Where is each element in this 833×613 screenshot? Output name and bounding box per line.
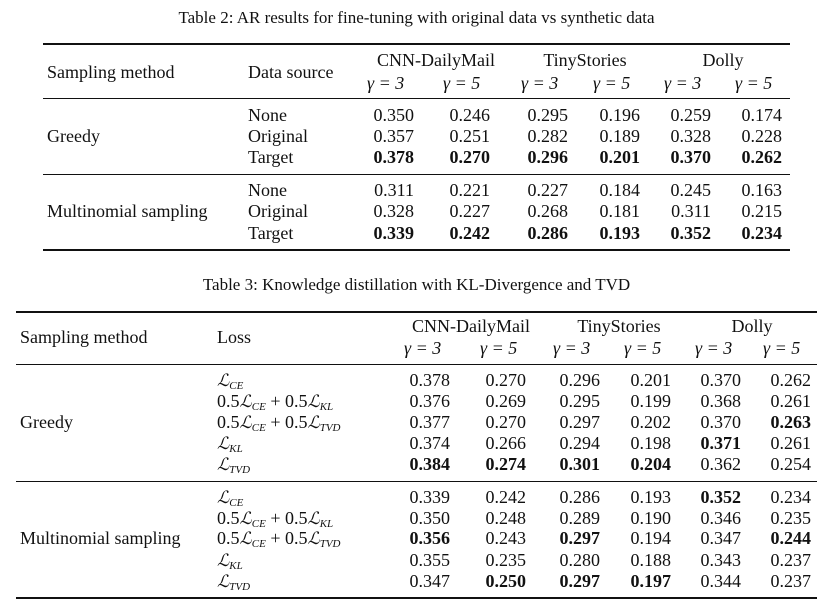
table2-header-data-source: Data source xyxy=(248,62,334,82)
loss-symbol: ℒ xyxy=(239,529,252,549)
table3-header-gamma5-dolly: γ = 5 xyxy=(763,338,801,358)
table3-group-multinomial: Multinomial sampling xyxy=(20,528,181,548)
table2-header-gamma5-dolly: γ = 5 xyxy=(735,73,773,93)
loss-coef: 0.5 xyxy=(284,528,308,548)
table2-cell: 0.215 xyxy=(741,201,782,221)
table2-header-gamma3-tiny: γ = 3 xyxy=(521,73,559,93)
table2-header-cnn-dailymail: CNN-DailyMail xyxy=(377,50,495,70)
table2-source-original: Original xyxy=(248,126,308,146)
table3-cell: 0.266 xyxy=(485,433,526,453)
loss-symbol: ℒ xyxy=(217,371,230,391)
table3-cell: 0.193 xyxy=(630,487,671,507)
table2-cell: 0.189 xyxy=(599,126,640,146)
loss-subscript: KL xyxy=(229,560,243,572)
table2-source-none: None xyxy=(248,105,287,125)
table2-cell: 0.282 xyxy=(527,126,568,146)
table3-cell: 0.347 xyxy=(409,571,450,591)
table3-cell: 0.368 xyxy=(700,391,741,411)
table3-cell-best: 0.204 xyxy=(630,454,671,474)
table2-bottom-rule xyxy=(43,249,790,251)
table2-header-rule xyxy=(43,98,790,99)
table2-group-multinomial: Multinomial sampling xyxy=(47,201,208,221)
table3-cell: 0.355 xyxy=(409,550,450,570)
table3-cell: 0.270 xyxy=(485,370,526,390)
table3-cell-best: 0.250 xyxy=(485,571,526,591)
loss-symbol: ℒ xyxy=(217,434,230,454)
loss-symbol: ℒ xyxy=(217,488,230,508)
table3-cell-best: 0.301 xyxy=(559,454,600,474)
table3-cell: 0.235 xyxy=(485,550,526,570)
loss-coef: 0.5 xyxy=(217,391,240,411)
table2-cell: 0.328 xyxy=(670,126,711,146)
loss-label-tvd xyxy=(217,571,250,597)
loss-subscript: CE xyxy=(251,401,266,413)
loss-symbol: ℒ xyxy=(239,509,252,529)
loss-subscript: CE xyxy=(251,422,266,434)
table3-cell-best: 0.244 xyxy=(770,528,811,548)
table2-cell: 0.196 xyxy=(599,105,640,125)
table2-group-greedy: Greedy xyxy=(47,126,100,146)
table3-cell: 0.377 xyxy=(409,412,450,432)
table3-cell: 0.261 xyxy=(770,391,811,411)
table2-cell: 0.311 xyxy=(374,180,414,200)
table3-cell: 0.269 xyxy=(485,391,526,411)
table2-cell-best: 0.370 xyxy=(670,147,711,167)
table3-header-dolly: Dolly xyxy=(731,316,773,336)
loss-subscript: KL xyxy=(229,443,243,455)
table3-cell: 0.339 xyxy=(409,487,450,507)
table2-cell-best: 0.378 xyxy=(373,147,414,167)
table3-cell-best: 0.356 xyxy=(409,528,450,548)
loss-plus: + xyxy=(265,528,285,548)
table2-cell: 0.181 xyxy=(599,201,640,221)
table3-caption: Table 3: Knowledge distillation with KL-Divergence and TVD xyxy=(202,275,631,294)
table3-cell: 0.242 xyxy=(485,487,526,507)
table3-cell: 0.350 xyxy=(409,508,450,528)
table3-cell: 0.237 xyxy=(770,550,811,570)
table3-bottom-rule xyxy=(16,597,817,599)
table3-cell: 0.237 xyxy=(770,571,811,591)
table3-cell-best: 0.384 xyxy=(409,454,450,474)
table2-header-gamma5-cnn: γ = 5 xyxy=(443,73,481,93)
table3-header-gamma5-tiny: γ = 5 xyxy=(624,338,662,358)
table3-group-greedy: Greedy xyxy=(20,412,73,432)
table3-cell: 0.262 xyxy=(770,370,811,390)
loss-symbol: ℒ xyxy=(217,551,230,571)
table2-cell: 0.259 xyxy=(670,105,711,125)
table2-cell: 0.350 xyxy=(373,105,414,125)
table2-header-dolly: Dolly xyxy=(702,50,744,70)
loss-symbol: ℒ xyxy=(239,413,252,433)
table3-cell: 0.378 xyxy=(409,370,450,390)
table3-cell: 0.286 xyxy=(559,487,600,507)
table3-cell: 0.344 xyxy=(700,571,741,591)
table2-cell-best: 0.270 xyxy=(449,147,490,167)
table2-cell-best: 0.296 xyxy=(527,147,568,167)
table2-cell: 0.246 xyxy=(449,105,490,125)
table3-header-rule xyxy=(16,364,817,365)
loss-subscript: CE xyxy=(229,380,244,392)
table2-cell: 0.163 xyxy=(741,180,782,200)
table3-cell: 0.370 xyxy=(700,370,741,390)
table2-cell-best: 0.339 xyxy=(373,223,414,243)
table2-cell: 0.311 xyxy=(671,201,711,221)
table3-cell: 0.280 xyxy=(559,550,600,570)
table3-cell: 0.295 xyxy=(559,391,600,411)
table2-cell-best: 0.262 xyxy=(741,147,782,167)
table3-header-gamma3-tiny: γ = 3 xyxy=(553,338,591,358)
table3-cell: 0.289 xyxy=(559,508,600,528)
loss-subscript: TVD xyxy=(229,581,251,593)
table3-header-tinystories: TinyStories xyxy=(577,316,661,336)
table2-cell-best: 0.242 xyxy=(449,223,490,243)
table3-cell: 0.243 xyxy=(485,528,526,548)
table3-header-gamma5-cnn: γ = 5 xyxy=(480,338,518,358)
table3-cell: 0.343 xyxy=(700,550,741,570)
table2-top-rule xyxy=(43,43,790,45)
loss-plus: + xyxy=(265,508,285,528)
loss-subscript: CE xyxy=(229,497,244,509)
loss-subscript: KL xyxy=(319,401,334,413)
table3-cell: 0.201 xyxy=(630,370,671,390)
loss-subscript: CE xyxy=(251,518,266,530)
loss-coef: 0.5 xyxy=(217,412,240,432)
table2-cell-best: 0.193 xyxy=(599,223,640,243)
table3-cell: 0.346 xyxy=(700,508,741,528)
loss-plus: + xyxy=(265,391,285,411)
table3-cell-best: 0.274 xyxy=(485,454,526,474)
loss-subscript: TVD xyxy=(319,422,341,434)
table2-cell: 0.184 xyxy=(599,180,640,200)
table3-cell: 0.199 xyxy=(630,391,671,411)
table2-cell-best: 0.352 xyxy=(670,223,711,243)
loss-symbol: ℒ xyxy=(239,392,252,412)
table3-cell: 0.297 xyxy=(559,412,600,432)
table3-header-sampling-method: Sampling method xyxy=(20,327,148,347)
table2-cell-best: 0.286 xyxy=(527,223,568,243)
table2-header-sampling-method: Sampling method xyxy=(47,62,175,82)
table2-source-original: Original xyxy=(248,201,308,221)
table3-cell-best: 0.197 xyxy=(630,571,671,591)
loss-subscript: CE xyxy=(251,538,266,550)
loss-symbol: ℒ xyxy=(307,529,320,549)
loss-coef: 0.5 xyxy=(284,391,308,411)
table3-cell: 0.198 xyxy=(630,433,671,453)
table2-cell: 0.357 xyxy=(373,126,414,146)
table2-cell: 0.174 xyxy=(741,105,782,125)
table2-cell: 0.268 xyxy=(527,201,568,221)
table3-cell: 0.270 xyxy=(485,412,526,432)
table3-cell: 0.188 xyxy=(630,550,671,570)
table3-top-rule xyxy=(16,311,817,313)
table2-cell: 0.227 xyxy=(527,180,568,200)
table3-cell: 0.248 xyxy=(485,508,526,528)
loss-coef: 0.5 xyxy=(284,412,308,432)
loss-subscript: TVD xyxy=(319,538,341,550)
table3-cell: 0.296 xyxy=(559,370,600,390)
table3-cell-best: 0.297 xyxy=(559,571,600,591)
table2-cell: 0.245 xyxy=(670,180,711,200)
loss-symbol: ℒ xyxy=(307,392,320,412)
table2-source-target: Target xyxy=(248,223,294,243)
loss-subscript: KL xyxy=(319,518,334,530)
table3-cell: 0.294 xyxy=(559,433,600,453)
loss-symbol: ℒ xyxy=(307,509,320,529)
table2-source-none: None xyxy=(248,180,287,200)
table3-cell: 0.234 xyxy=(770,487,811,507)
table2-header-tinystories: TinyStories xyxy=(543,50,627,70)
table2-cell: 0.228 xyxy=(741,126,782,146)
table2-header-gamma3-cnn: γ = 3 xyxy=(367,73,405,93)
table2-cell-best: 0.234 xyxy=(741,223,782,243)
table3-cell: 0.347 xyxy=(700,528,741,548)
table3-cell: 0.374 xyxy=(409,433,450,453)
table2-cell: 0.295 xyxy=(527,105,568,125)
loss-label-tvd xyxy=(217,454,250,480)
table3-cell: 0.370 xyxy=(700,412,741,432)
loss-coef: 0.5 xyxy=(217,508,240,528)
loss-symbol: ℒ xyxy=(217,572,230,592)
table2-cell: 0.251 xyxy=(449,126,490,146)
table3-cell: 0.261 xyxy=(770,433,811,453)
table3-cell: 0.202 xyxy=(630,412,671,432)
table3-cell-best: 0.297 xyxy=(559,528,600,548)
table3-header-gamma3-cnn: γ = 3 xyxy=(404,338,442,358)
loss-subscript: TVD xyxy=(229,464,251,476)
loss-coef: 0.5 xyxy=(217,528,240,548)
table3-header-loss: Loss xyxy=(217,327,252,347)
table2-group-rule xyxy=(43,174,790,175)
table3-cell: 0.190 xyxy=(630,508,671,528)
table2-source-target: Target xyxy=(248,147,294,167)
table3-group-rule xyxy=(16,481,817,482)
table3-cell: 0.194 xyxy=(630,528,671,548)
table3-cell: 0.376 xyxy=(409,391,450,411)
table2-cell-best: 0.201 xyxy=(599,147,640,167)
table2-caption: Table 2: AR results for fine-tuning with original data vs synthetic data xyxy=(178,8,655,27)
table3-cell-best: 0.263 xyxy=(770,412,811,432)
table3-header-gamma3-dolly: γ = 3 xyxy=(695,338,733,358)
table3-cell-best: 0.371 xyxy=(700,433,741,453)
table3-cell: 0.235 xyxy=(770,508,811,528)
loss-plus: + xyxy=(265,412,285,432)
table3-header-cnn-dailymail: CNN-DailyMail xyxy=(412,316,530,336)
loss-symbol: ℒ xyxy=(217,455,230,475)
table2-header-gamma5-tiny: γ = 5 xyxy=(593,73,631,93)
table3-cell-best: 0.352 xyxy=(700,487,741,507)
table2-cell: 0.328 xyxy=(373,201,414,221)
table2-cell: 0.221 xyxy=(449,180,490,200)
table2-header-gamma3-dolly: γ = 3 xyxy=(664,73,702,93)
table3-cell: 0.362 xyxy=(700,454,741,474)
loss-coef: 0.5 xyxy=(284,508,308,528)
loss-symbol: ℒ xyxy=(307,413,320,433)
table3-cell: 0.254 xyxy=(770,454,811,474)
table2-cell: 0.227 xyxy=(449,201,490,221)
